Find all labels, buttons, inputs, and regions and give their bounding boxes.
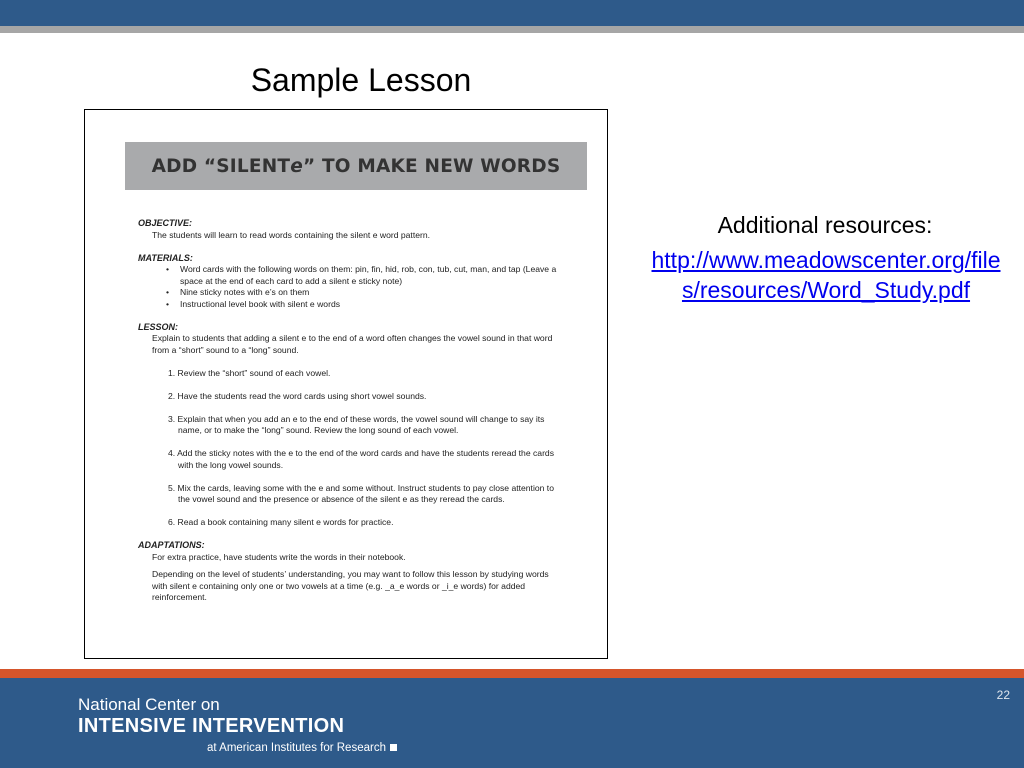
logo-line-1: National Center on [78, 695, 220, 714]
lesson-step: 1. Review the “short” sound of each vowel. [168, 367, 331, 378]
objective-heading: OBJECTIVE: [138, 218, 193, 228]
adaptations-heading: ADAPTATIONS: [138, 540, 205, 550]
banner-text-em: e [290, 155, 303, 177]
lesson-step: 6. Read a book containing many silent e words for practice. [168, 517, 394, 527]
logo-line-2: INTENSIVE INTERVENTION [78, 715, 345, 737]
materials-list [138, 264, 558, 310]
banner-text-end: ” TO MAKE NEW WORDS [302, 155, 561, 177]
logo-line-3-text: at American Institutes for Research [207, 742, 386, 754]
top-accent-stripe [0, 26, 1024, 33]
lesson-document-image [84, 109, 608, 659]
footer-accent-stripe [0, 669, 1024, 678]
logo-line-3 [207, 742, 397, 754]
materials-item: • Nine sticky notes with e’s on them [166, 287, 558, 299]
document-banner [125, 142, 587, 190]
materials-item: • Instructional level book with silent e words [166, 299, 558, 311]
lesson-step: 3. Explain that when you add an e to the end of these words, the vowel sound will change to say its name, or to make the “long” sound. Review the long sound of each vowel. [168, 413, 545, 435]
banner-text-start: ADD “SILENT [151, 155, 291, 177]
resources-label: Additional resources: [717, 212, 933, 238]
materials-item: • Word cards with the following words on them: pin, fin, hid, rob, con, tub, cut, man, and tap (Leave a space at the end of each card to add a silent e sticky note) [166, 264, 558, 287]
slide-title: Sample Lesson [250, 62, 472, 98]
lesson-step: 5. Mix the cards, leaving some with the e and some without. Instruct students to pay close attention to the vowel sound and the presence or absence of the silent e as they reread the cards. [168, 482, 554, 504]
lesson-heading: LESSON: [138, 321, 179, 332]
lesson-step: 4. Add the sticky notes with the e to the end of the word cards and have the students reread the cards with the long vowel sounds. [168, 448, 555, 470]
lesson-step: 2. Have the students read the word cards using short vowel sounds. [168, 390, 427, 401]
materials-heading: MATERIALS: [138, 252, 193, 263]
document-body [138, 218, 558, 604]
top-header-bar [0, 0, 1024, 26]
resources-link[interactable]: http://www.meadowscenter.org/files/resources/Word_Study.pdf [651, 247, 1001, 303]
lesson-intro: Explain to students that adding a silent e to the end of a word often changes the vowel sound in that word from a “short” sound to a “long” sound. [152, 333, 553, 355]
footer-bar [0, 678, 1024, 768]
adaptations-text-2: Depending on the level of students’ understanding, you may want to follow this lesson by studying words with silent e containing only one or two vowels at a time (e.g. _a_e words or _i_e words) for added reinforcement. [152, 569, 549, 602]
logo-square-icon [390, 744, 397, 751]
lesson-steps [138, 368, 558, 529]
objective-text: The students will learn to read words containing the silent e word pattern. [152, 229, 431, 240]
page-number: 22 [996, 688, 1010, 702]
adaptations-text-1: For extra practice, have students write the words in their notebook. [152, 551, 406, 562]
